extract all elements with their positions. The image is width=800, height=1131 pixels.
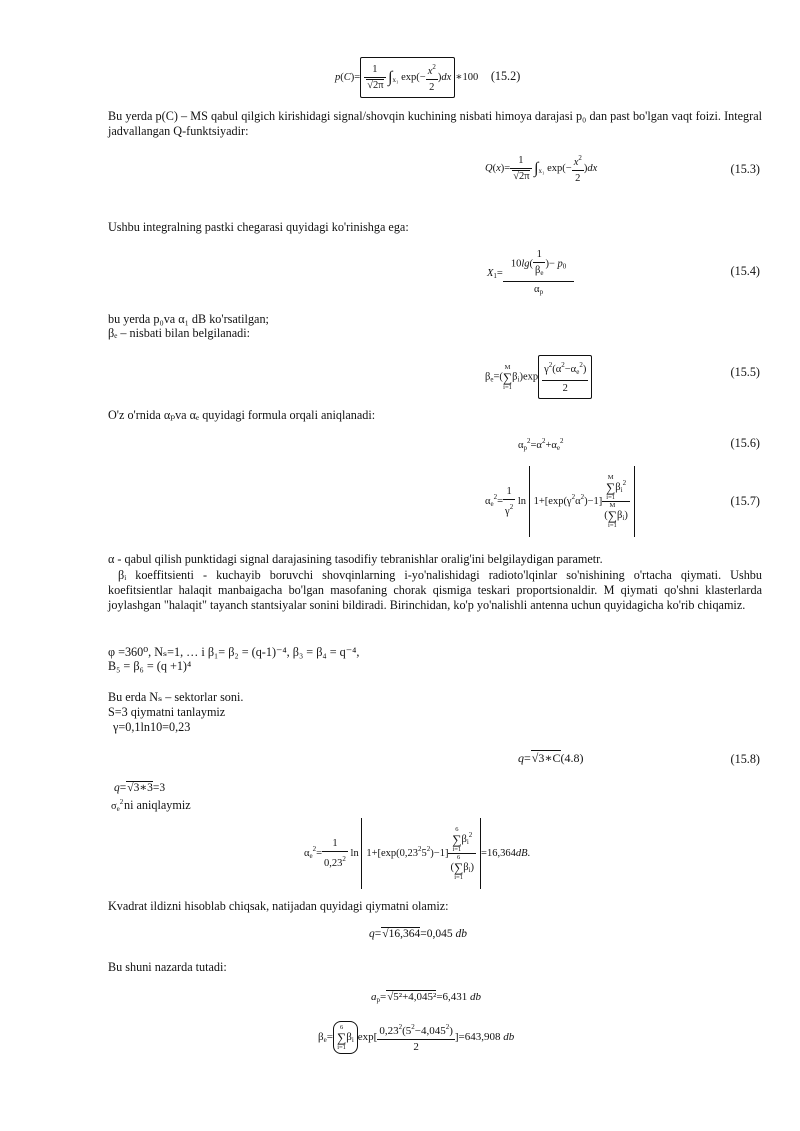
alpha-p-result: 6,431 — [442, 991, 468, 1003]
equation-number-15-5: (15.5) — [730, 365, 760, 379]
unit-db-2: db — [470, 991, 482, 1003]
paragraph-7a: φ =360⁰, Nₛ=1, … i β₁= β₂ = (q-1)⁻⁴, β₃ = β₄ = q⁻⁴, — [108, 645, 360, 659]
paragraph-4: O'z o'rnida αₚva αₑ quyidagi formula orqali aniqlanadi: — [108, 408, 376, 422]
q-c-tail: (4.8) — [560, 751, 584, 765]
q-result: 3 — [159, 782, 166, 794]
equation-q-sqrt: q=√16,364=0,045 db — [369, 928, 467, 940]
equation-beta-e-computed: $\beta_e=6$ ∑ $i=1\beta_i$ exp[ $\frac{0,23^2(5^2-4,045^2)}{2}$ ]=643,908 db — [318, 1020, 514, 1055]
paragraph-3b: βₑ – nisbati bilan belgilanadi: — [108, 326, 251, 340]
paragraph-8b: S=3 qiymatni tanlaymiz — [108, 705, 226, 719]
paragraph-1: Bu yerda p(C) – MS qabul qilgich kirishidagi signal/shovqin kuchining nisbati himoya darajasi p₀ dan past bo'lgan vaqt foizi. Integral jadvallangan Q-funktsiyadir: — [108, 109, 762, 138]
equation-15-8: q=√3∗C(4.8) — [518, 751, 584, 765]
q-sqrt-result: 0,045 — [426, 928, 453, 940]
paragraph-5: α - qabul qilish punktidagi signal darajasining tasodifiy tebranishlar oralig'ini belgilaydigan parametr. — [108, 552, 603, 566]
equation-number-15-4: (15.4) — [730, 264, 760, 278]
unit-db: dB — [515, 847, 528, 859]
gamma-value: 0,23 — [324, 858, 343, 869]
equation-15-3: Q(x)= $\frac{1}{√2\pi}$ $\int_{x_1}$ exp(− $\frac{x^2}{2}$ )dx — [485, 151, 597, 186]
equation-15-4: $X_1=$ 10lg( $\frac{1}{\beta_e}$ )− $p_0$ $\alpha_p$ — [487, 247, 574, 300]
equation-15-2: p(C)= $\frac{1}{√2\pi}$ $\int_{x_1}$ exp(− $\frac{x^2}{2}$ )dx ∗100 (15.2) — [335, 57, 520, 98]
paragraph-9: ni aniqlaymiz — [124, 798, 191, 812]
paragraph-8c: γ=0,1ln10=0,23 — [113, 720, 191, 734]
equation-alpha-e-computed: $\alpha_e^2=$ $\frac{1}{0,23^2}$ $\ln 1+[\exp(0,23^25^2)-1]$ 6 ∑ $i=1\beta_i^2$ (6 ∑ $i=1\beta_i$) =16,364dB. — [304, 818, 530, 889]
equation-alpha-p: $a_p=√5^2+4,045^2=6,431$ db — [371, 991, 482, 1004]
q-c-radicand: 3∗C — [538, 751, 561, 765]
equation-number-15-2: (15.2) — [490, 68, 521, 83]
hundred-value: 100 — [462, 71, 479, 83]
equation-15-7: $\alpha_e^2=$ $\frac{1}{\gamma^2}$ $\ln 1+[\exp(\gamma^2\alpha^2)-1]$ M ∑ $i=1\beta_i^2$ (M ∑ $i=1\beta_i$) — [485, 466, 635, 537]
unit-db-3: db — [503, 1031, 515, 1044]
paragraph-10: Kvadrat ildizni hisoblab chiqsak, natijadan quyidagi qiymatni olamiz: — [108, 899, 449, 913]
equation-number-15-6: (15.6) — [730, 436, 760, 450]
paragraph-8a: Bu erda Nₛ – sektorlar soni. — [108, 690, 244, 704]
equation-number-15-8: (15.8) — [730, 752, 760, 766]
alpha-e-symbol: $\sigma_e^2$ — [111, 798, 124, 813]
beta-e-result: 643,908 — [464, 1031, 501, 1044]
equation-number-15-3: (15.3) — [730, 162, 760, 176]
equation-number-15-7: (15.7) — [730, 494, 760, 508]
q-sqrt-radicand: 16,364 — [388, 928, 421, 940]
paragraph-3a: bu yerda p₀va α₁ dB ko'rsatilgan; — [108, 312, 269, 326]
alpha-p-radicand: 5²+4,045² — [393, 991, 437, 1003]
equation-q-value: q=√3∗3=3 — [114, 782, 166, 794]
ten-coefficient: 10 — [510, 258, 522, 270]
q-radicand: 3∗3 — [133, 782, 153, 794]
equation-15-5: $\beta_e=(M$ ∑ $i=1\beta_i)\exp$ $\frac{\gamma^2(\alpha^2-\alpha_e^2)}{2}$ — [485, 355, 592, 399]
paragraph-11: Bu shuni nazarda tutadi: — [108, 960, 227, 974]
alpha-e-result: 16,364 — [486, 847, 516, 859]
unit-db-1: db — [455, 928, 467, 940]
paragraph-2: Ushbu integralning pastki chegarasi quyidagi ko'rinishga ega: — [108, 220, 409, 234]
paragraph-7b: B₅ = β₆ = (q +1)⁴ — [108, 659, 192, 673]
paragraph-6: βᵢ koeffitsienti - kuchayib boruvchi shovqinlarning i-yo'nalishidagi radioto'lqinlar so'nishining o'rtacha qiymati. Ushbu koefitsientlar halaqit manbaigacha bo'lgan masofaning chorak qismiga teskari proportsionaldir. M qiymati qo'shni klasterlarda joylashgan "halaqit" tayanch stantsiyalar sonini bildiradi. Birinchidan, ko'p yo'nalishli antenna uchun quyidagicha ko'rib chiqamiz. — [108, 568, 762, 612]
equation-15-6: $\alpha_p^2=\alpha^2+\alpha_e^2$ — [518, 437, 564, 452]
